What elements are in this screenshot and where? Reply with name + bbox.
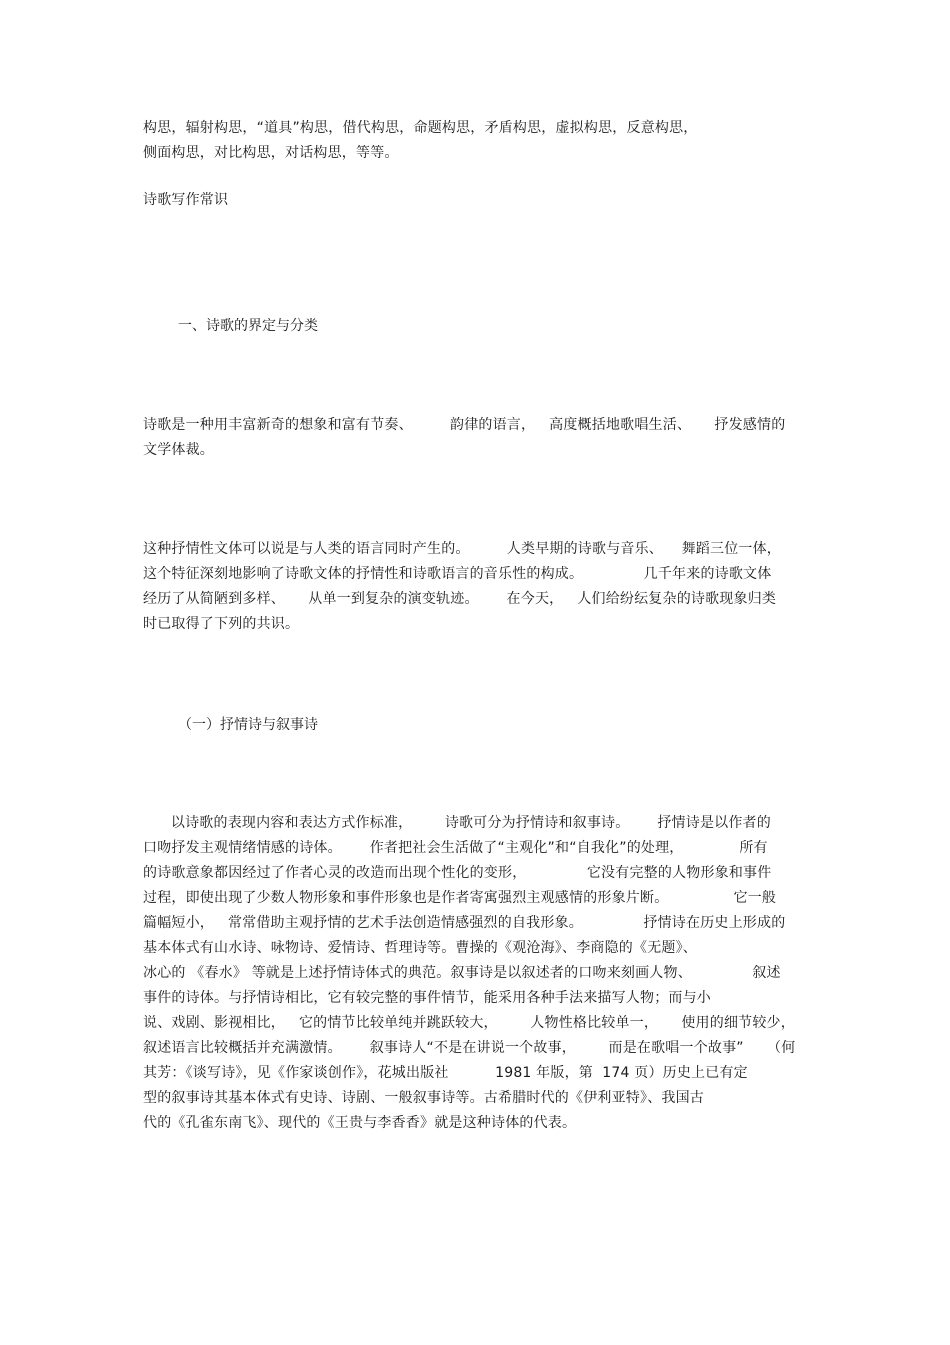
- paragraph-line: 基本体式有山水诗、咏物诗、爱情诗、哲理诗等。曹操的《观沧海》、李商隐的《无题》、: [143, 940, 697, 956]
- paragraph-line: 口吻抒发主观情绪情感的诗体。 作者把社会生活做了“主观化”和“自我化”的处理， 所有: [143, 840, 768, 856]
- paragraph-line: 时已取得了下列的共识。: [143, 616, 300, 632]
- intro-line: 构思，辐射构思，“道具”构思，借代构思，命题构思，矛盾构思，虚拟构思，反意构思，: [143, 120, 698, 136]
- paragraph-line: 这个特征深刻地影响了诗歌文体的抒情性和诗歌语言的音乐性的构成。 几千年来的诗歌文体: [143, 566, 772, 582]
- paragraph-line: 文学体裁。: [143, 442, 214, 458]
- paragraph-line: 代的《孔雀东南飞》、现代的《王贵与李香香》就是这种诗体的代表。: [143, 1115, 577, 1131]
- paragraph-line: 篇幅短小， 常常借助主观抒情的艺术手法创造情感强烈的自我形象。 抒情诗在历史上形成的: [143, 915, 786, 931]
- paragraph-line: 冰心的 《春水》 等就是上述抒情诗体式的典范。叙事诗是以叙述者的口吻来刻画人物、 叙述: [143, 965, 781, 981]
- paragraph-line: 以诗歌的表现内容和表达方式作标准， 诗歌可分为抒情诗和叙事诗。 抒情诗是以作者的: [143, 815, 771, 831]
- paragraph-line: 其芳：《谈写诗》，见《作家谈创作》，花城出版社 1981 年版，第 174 页）历史上已有定: [143, 1065, 748, 1081]
- page-title: 诗歌写作常识: [143, 192, 229, 208]
- paragraph-line: 说、戏剧、影视相比， 它的情节比较单纯并跳跃较大， 人物性格比较单一， 使用的细节较少，: [143, 1015, 795, 1031]
- subsection-heading: （一）抒情诗与叙事诗: [178, 717, 318, 733]
- paragraph-line: 诗歌是一种用丰富新奇的想象和富有节奏、 韵律的语言， 高度概括地歌唱生活、 抒发感情的: [143, 417, 786, 433]
- intro-line: 侧面构思，对比构思，对话构思，等等。: [143, 145, 399, 161]
- paragraph-line: 叙述语言比较概括并充满激情。 叙事诗人“不是在讲说一个故事， 而是在歌唱一个故事” （何: [143, 1040, 796, 1056]
- section-heading: 一、诗歌的界定与分类: [178, 318, 318, 334]
- paragraph-line: 事件的诗体。与抒情诗相比，它有较完整的事件情节，能采用各种手法来描写人物；而与小: [143, 990, 711, 1006]
- paragraph-line: 过程，即使出现了少数人物形象和事件形象也是作者寄寓强烈主观感情的形象片断。 它一般: [143, 890, 777, 906]
- paragraph-line: 型的叙事诗其基本体式有史诗、诗剧、一般叙事诗等。古希腊时代的《伊利亚特》、我国古: [143, 1090, 704, 1106]
- paragraph-line: 的诗歌意象都因经过了作者心灵的改造而出现个性化的变形， 它没有完整的人物形象和事件: [143, 865, 772, 881]
- paragraph-line: 经历了从简陋到多样、 从单一到复杂的演变轨迹。 在今天， 人们给纷纭复杂的诗歌现象归类: [143, 591, 777, 607]
- paragraph-line: 这种抒情性文体可以说是与人类的语言同时产生的。 人类早期的诗歌与音乐、 舞蹈三位一体，: [143, 541, 781, 557]
